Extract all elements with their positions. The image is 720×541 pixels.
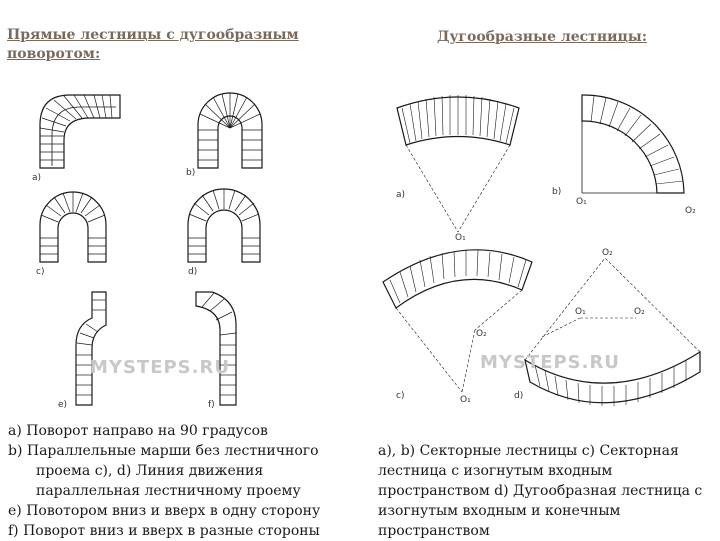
diagram-rb-quarter	[582, 95, 684, 193]
label-e: e)	[58, 400, 68, 410]
right-caption: a), b) Секторные лестницы c) Секторная лестница с изогнутым входным пространством d) Дугообразная лестница с изогнутым входным и конечным пространством	[378, 443, 703, 539]
caption-line-e: e) Повотором вниз и вверх в одну сторону	[8, 503, 321, 519]
caption-line-b: b) Параллельные марши без лестничного	[8, 443, 319, 459]
diagram-f	[196, 292, 236, 405]
label-ra: a)	[396, 190, 406, 200]
center-label-rc-2: O₁	[460, 395, 471, 405]
center-label-rc-1: O₂	[476, 329, 487, 339]
diagram-ra-sector	[397, 95, 519, 232]
label-rb: b)	[552, 187, 562, 197]
left-heading: Прямые лестницы с дугообразным поворотом:	[7, 27, 299, 62]
label-a: a)	[32, 173, 42, 183]
label-rd: d)	[514, 391, 524, 401]
left-caption	[8, 421, 353, 541]
label-b: b)	[186, 168, 196, 178]
label-f: f)	[208, 400, 215, 410]
diagram-d	[188, 189, 260, 262]
diagram-rd-arc	[525, 258, 700, 406]
diagram-c	[40, 192, 106, 262]
label-rc: c)	[396, 391, 405, 401]
center-label-extra: O₂	[685, 206, 696, 216]
center-label-rd-3: O₂	[634, 307, 645, 317]
center-label-rd-2: O₁	[575, 307, 586, 317]
right-heading: Дугообразные лестницы:	[437, 29, 648, 45]
caption-line-a: a) Поворот направо на 90 градусов	[8, 423, 268, 439]
caption-line-b3: параллельная лестничному проему	[36, 483, 301, 499]
label-d: d)	[188, 267, 198, 277]
caption-line-b2: проема c), d) Линия движения	[36, 463, 264, 479]
diagram-e	[76, 292, 106, 405]
center-label-rb: O₁	[576, 197, 587, 207]
diagram-a-right-turn	[40, 95, 120, 168]
center-label-rd-1: O₂	[602, 248, 613, 258]
diagram-b-parallel-flights	[198, 93, 262, 168]
caption-line-f: f) Поворот вниз и вверх в разные стороны	[8, 523, 320, 539]
center-label-ra: O₁	[455, 233, 466, 243]
watermark-right: MYSTEPS.RU	[480, 352, 620, 373]
watermark-left: MYSTEPS.RU	[90, 357, 230, 378]
label-c: c)	[36, 267, 45, 277]
